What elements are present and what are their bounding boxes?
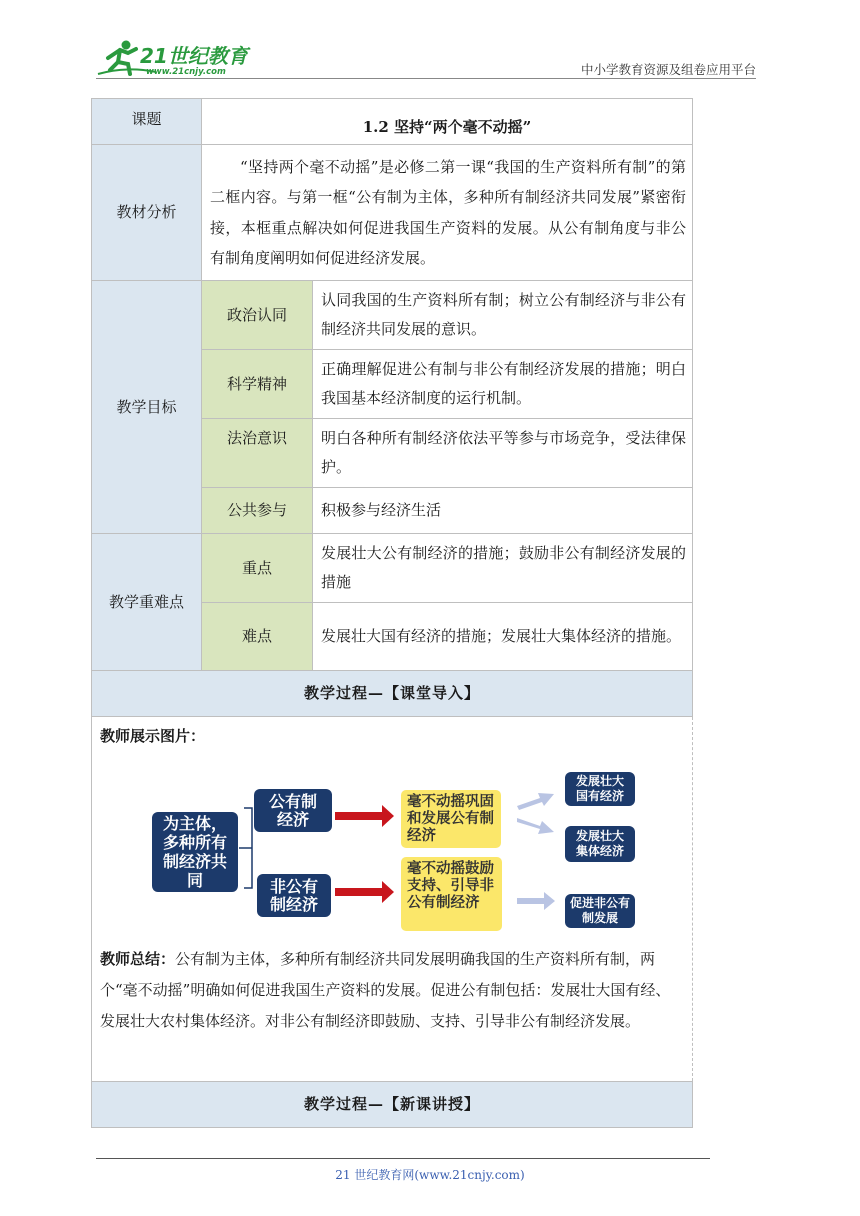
- show-picture-label: 教师展示图片：: [100, 727, 206, 745]
- goal-name: 政治认同: [202, 281, 313, 350]
- nonpublic-economy-box: 非公有制经济: [257, 874, 331, 917]
- analysis-label: 教材分析: [92, 145, 202, 281]
- goal-text: 正确理解促进公有制与非公有制经济发展的措施；明白我国基本经济制度的运行机制。: [313, 350, 693, 419]
- goal-text: 明白各种所有制经济依法平等参与市场竞争，受法律保护。: [313, 419, 693, 488]
- ownership-diagram: [92, 760, 692, 932]
- nonpublic-development-box: 促进非公有制发展: [565, 894, 635, 928]
- summary-label: 教师总结：: [100, 950, 176, 968]
- public-measure-box: 毫不动摇巩固和发展公有制经济: [401, 790, 501, 848]
- platform-slogan: 中小学教育资源及组卷应用平台: [580, 62, 756, 77]
- goal-name: 公共参与: [202, 488, 313, 534]
- svg-text:21世纪教育: 21世纪教育: [140, 44, 248, 68]
- key-point-text: 发展壮大国有经济的措施；发展壮大集体经济的措施。: [313, 603, 693, 671]
- footer-link[interactable]: 21 世纪教育网(www.21cnjy.com): [335, 1168, 525, 1182]
- analysis-text: “坚持两个毫不动摇”是必修二第一课“我国的生产资料所有制”的第二框内容。与第一框“公有制为主体，多种所有制经济共同发展”紧密衔接，本框重点解决如何促进我国生产资料的发展。从公有制角度与非公有制角度阐明如何促进经济发展。: [202, 145, 693, 281]
- nonpublic-measure-box: 毫不动摇鼓励支持、引导非公有制经济: [401, 857, 502, 931]
- key-point-text: 发展壮大公有制经济的措施；鼓励非公有制经济发展的措施: [313, 534, 693, 603]
- key-point-name: 重点: [202, 534, 313, 603]
- header-divider: [96, 78, 756, 79]
- collective-economy-box: 发展壮大集体经济: [565, 826, 635, 862]
- public-economy-box: 公有制经济: [254, 789, 332, 832]
- runner-logo-icon: [96, 36, 256, 78]
- goals-label: 教学目标: [92, 281, 202, 534]
- center-box: 为主体，多种所有制经济共同: [152, 812, 238, 892]
- summary-text: 公有制为主体，多种所有制经济共同发展明确我国的生产资料所有制，两个“毫不动摇”明确如何促进我国生产资料的发展。促进公有制包括：发展壮大国有经、发展壮大农村集体经济。对非公有制经济即鼓励、支持、引导非公有制经济发展。: [100, 950, 671, 1030]
- topic-label: 课题: [92, 99, 202, 145]
- goal-name: 法治意识: [202, 419, 313, 488]
- svg-text:www.21cnjy.com: www.21cnjy.com: [146, 67, 226, 77]
- topic-value: 1.2 坚持“两个毫不动摇”: [202, 99, 693, 145]
- section-title-intro: 教学过程—【课堂导入】: [92, 671, 693, 717]
- teacher-summary: [92, 944, 692, 1081]
- state-economy-box: 发展壮大国有经济: [565, 772, 635, 806]
- intro-content: [92, 717, 693, 1082]
- key-point-name: 难点: [202, 603, 313, 671]
- section-title-new-lesson: 教学过程—【新课讲授】: [92, 1082, 693, 1128]
- lesson-plan-table: [91, 98, 693, 1128]
- goal-name: 科学精神: [202, 350, 313, 419]
- site-logo: [96, 36, 256, 78]
- key-points-label: 教学重难点: [92, 534, 202, 671]
- goal-text: 积极参与经济生活: [313, 488, 693, 534]
- footer-divider: [96, 1158, 710, 1159]
- goal-text: 认同我国的生产资料所有制；树立公有制经济与非公有制经济共同发展的意识。: [313, 281, 693, 350]
